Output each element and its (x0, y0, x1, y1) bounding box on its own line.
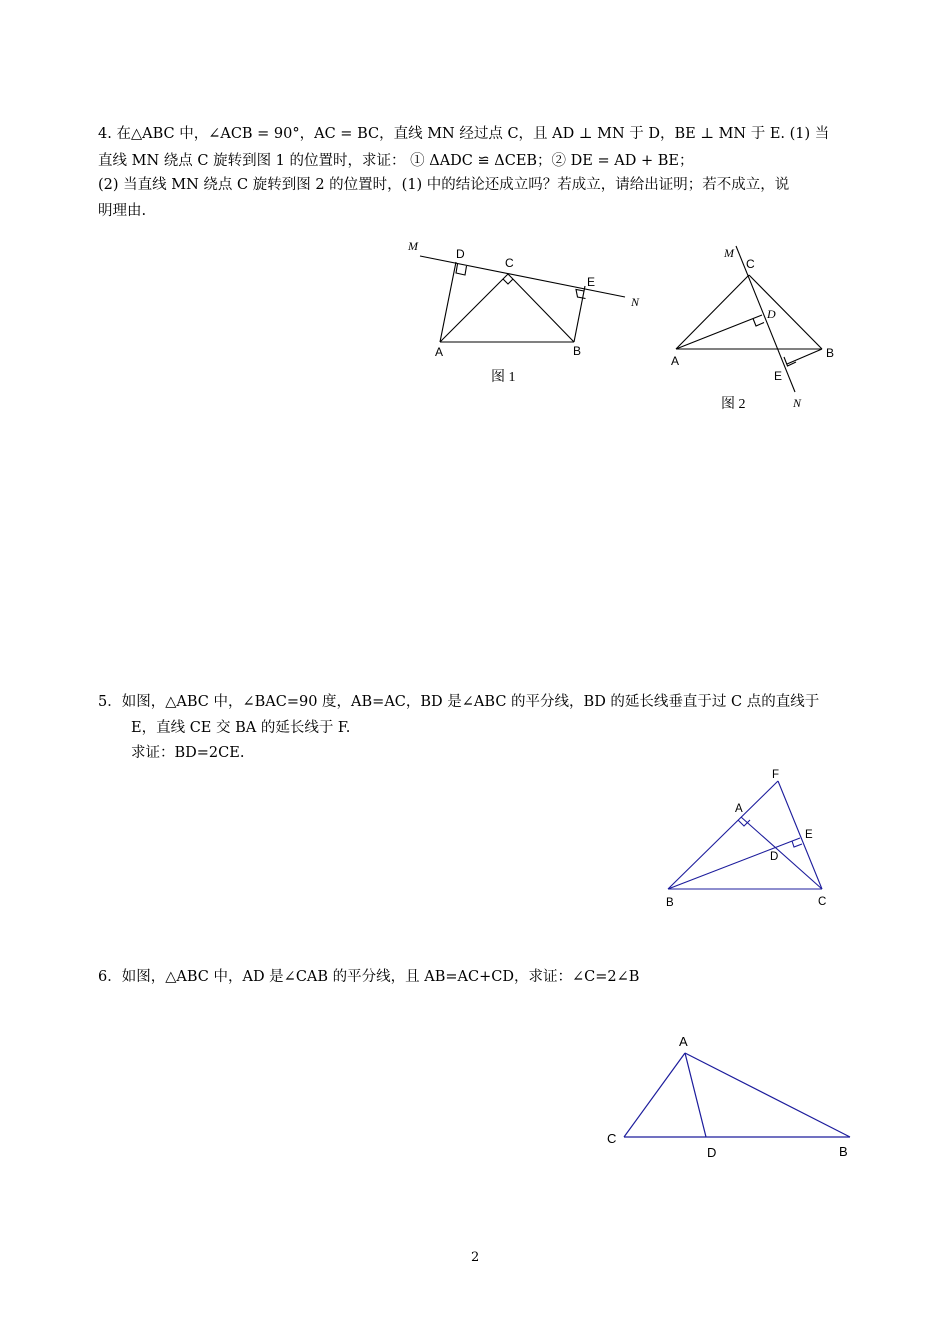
q6-label-a: A (679, 1034, 688, 1049)
q5-label-a: A (735, 803, 743, 815)
fig1-label-d: D (456, 247, 465, 261)
seg-ac (624, 1053, 685, 1137)
fig2-label-e: E (774, 369, 783, 383)
fig2-caption: 图 2 (721, 397, 746, 412)
fig1-label-b: B (573, 344, 582, 358)
seg-ad (685, 1053, 706, 1137)
q4-line1: 4. 在△ABC 中，∠ACB = 90°，AC = BC，直线 MN 经过点 C，且 AD ⊥ MN 于 D，BE ⊥ MN 于 E. (1) 当 (98, 126, 830, 142)
page-number: 2 (471, 1250, 480, 1265)
q5-label-e: E (805, 829, 813, 841)
fig2-label-c: C (746, 257, 755, 271)
q4-line4: 明理由. (98, 203, 147, 219)
q5-label-d: D (770, 851, 779, 863)
q6-line1: 6．如图，△ABC 中，AD 是∠CAB 的平分线，且 AB=AC+CD，求证：∠C=2∠B (98, 969, 640, 985)
q4-line3: (2) 当直线 MN 绕点 C 旋转到图 2 的位置时，(1) 中的结论还成立吗？若成立，请给出证明；若不成立，说 (98, 177, 790, 193)
q5-label-b: B (666, 897, 674, 909)
seg-ab (685, 1053, 850, 1137)
fig1-label-m: M (408, 239, 418, 253)
q5-label-c: C (818, 896, 827, 908)
fig1-label-c: C (505, 256, 514, 270)
fig2-label-n: N (793, 396, 802, 410)
q6-label-b: B (839, 1144, 848, 1159)
fig2-label-m: M (724, 246, 734, 260)
q5-line1: 5．如图，△ABC 中，∠BAC=90 度，AB=AC，BD 是∠ABC 的平分线，BD 的延长线垂直于过 C 点的直线于 (98, 694, 820, 710)
fig2-label-a: A (671, 354, 680, 368)
q5-label-f: F (772, 769, 780, 781)
fig1-label-n: N (631, 295, 640, 309)
q6-label-c: C (607, 1131, 617, 1146)
fig2-label-b: B (826, 346, 835, 360)
q6-label-d: D (707, 1145, 717, 1160)
fig2-label-d: D (767, 307, 776, 321)
fig1-label-a: A (435, 345, 444, 359)
q5-line3: 求证：BD=2CE. (131, 745, 245, 761)
fig1-label-e: E (587, 275, 596, 289)
fig1-caption: 图 1 (491, 370, 516, 385)
q4-line2: 直线 MN 绕点 C 旋转到图 1 的位置时，求证： ① ΔADC ≌ ΔCEB；② DE = AD + BE； (98, 153, 694, 169)
q5-line2: E，直线 CE 交 BA 的延长线于 F. (131, 720, 351, 736)
